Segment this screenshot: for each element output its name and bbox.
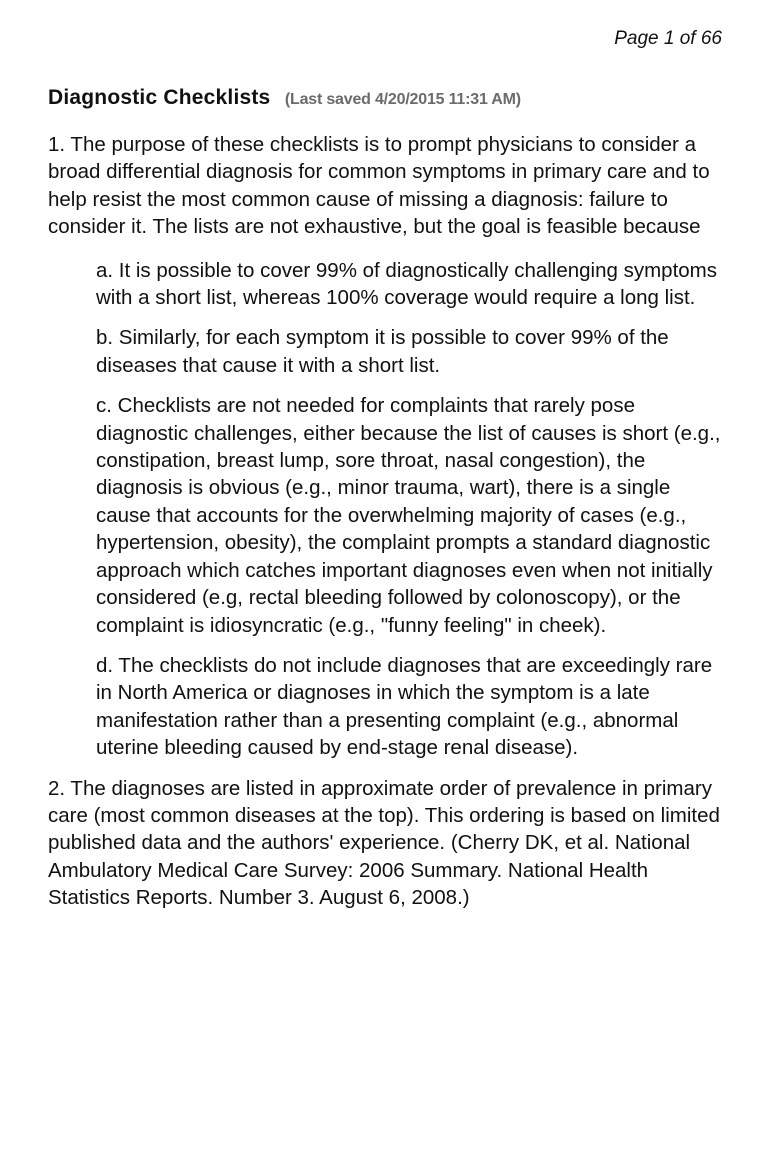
sub-item-b: b. Similarly, for each symptom it is possible to cover 99% of the diseases that cause it with a short list. bbox=[96, 326, 669, 377]
paragraph-purpose: 1. The purpose of these checklists is to prompt physicians to consider a broad differential diagnosis for common symptoms in primary care and to help resist the most common cause of missing a diagnosis: failure to consider it. The lists are not exhaustive, but the goal is feasible because bbox=[48, 133, 710, 239]
paragraph-ordering: 2. The diagnoses are listed in approximate order of prevalence in primary care (most common diseases at the top). This ordering is based on limited published data and the authors' experience. (Cherry DK, et al. National Ambulatory Medical Care Survey: 2006 Summary. National Health Statistics Reports. Number 3. August 6, 2008.) bbox=[48, 776, 720, 910]
sub-item-d: d. The checklists do not include diagnoses that are exceedingly rare in North America or diagnoses in which the symptom is a late manifestation rather than a presenting complaint (e.g., abnormal uterine bleeding caused by end-stage renal disease). bbox=[96, 653, 713, 760]
document-heading bbox=[48, 86, 728, 110]
page-number: Page 1 of 66 bbox=[614, 28, 722, 49]
sub-item-a: a. It is possible to cover 99% of diagnostically challenging symptoms with a short list, whereas 100% coverage would require a long list. bbox=[96, 258, 718, 310]
document-body bbox=[48, 131, 728, 925]
document-title: Diagnostic Checklists bbox=[48, 86, 271, 109]
last-saved-note: (Last saved 4/20/2015 11:31 AM) bbox=[284, 91, 521, 108]
sub-item-c: c. Checklists are not needed for complaints that rarely pose diagnostic challenges, either because the list of causes is short (e.g., constipation, breast lump, sore throat, nasal congestion), the diagnosis is obvious (e.g., minor trauma, wart), there is a single cause that accounts for the overwhelming majority of cases (e.g., hypertension, obesity), the complaint prompts a standard diagnostic approach which catches important diagnoses even when not initially considered (e.g, rectal bleeding followed by colonoscopy), or the complaint is idiosyncratic (e.g., "funny feeling" in cheek). bbox=[96, 394, 721, 637]
